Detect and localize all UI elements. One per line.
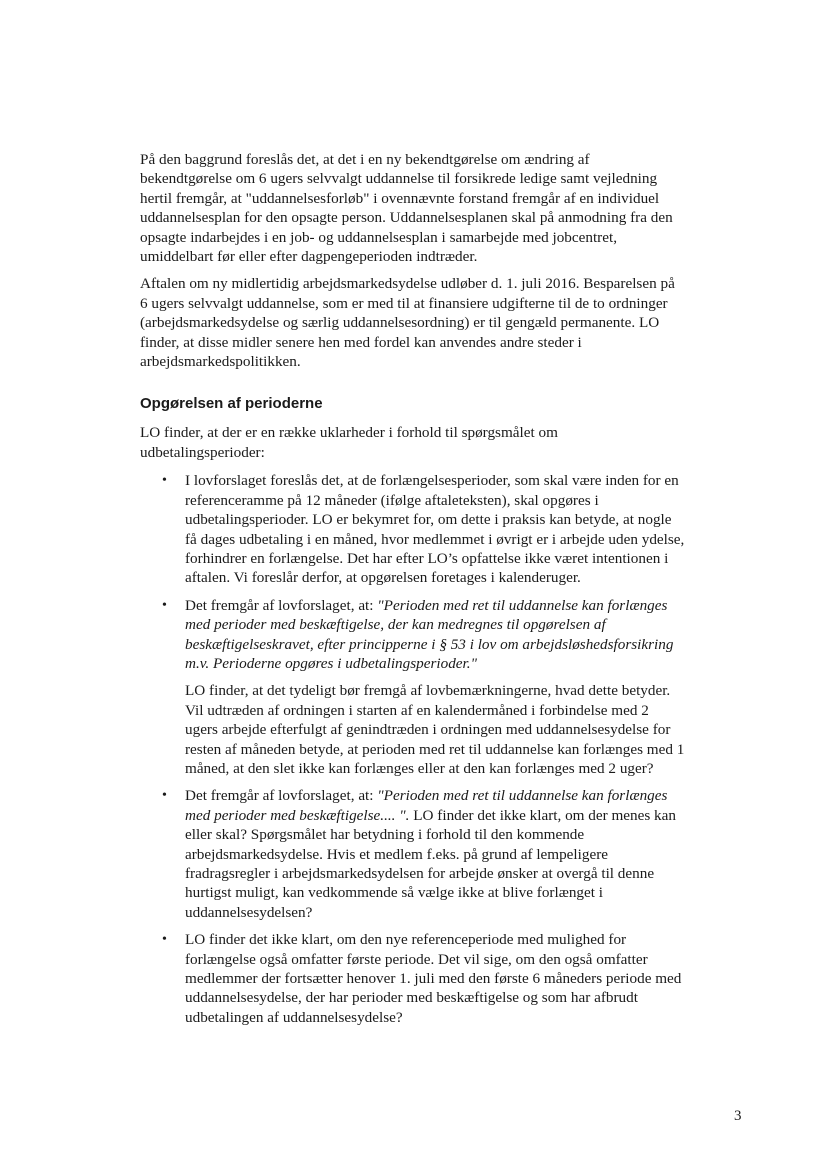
list-item bbox=[140, 596, 685, 779]
bullet-rest: LO finder det ikke klart, om der menes kan eller skal? Spørgsmålet har betydning i forhold til den kommende arbejdsmarkedsydelse. Hvis et medlem f.eks. på grund af lempeligere fradragsregler i arbejdsmarkedsydelsen for arbejde ønsker at overgå til denne hurtigst muligt, kan vedkommende så vælge ikke at blive forlænget i uddannelsesydelsen? bbox=[185, 806, 676, 921]
bullet-quote: "Perioden med ret til uddannelse kan forlænges med perioder med beskæftigelse, der kan medregnes til opgørelsen af beskæftigelseskravet, efter principperne i § 53 i lov om arbejdsløshedsforsikring m.v. Perioderne opgøres i udbetalingsperioder." bbox=[185, 596, 674, 672]
bullet-lead: Det fremgår af lovforslaget, at: bbox=[185, 596, 378, 614]
bullet-lead: Det fremgår af lovforslaget, at: bbox=[185, 787, 378, 805]
paragraph-labour-market-benefit: Aftalen om ny midlertidig arbejdsmarkedsydelse udløber d. 1. juli 2016. Besparelsen på 6 ugers selvvalgt uddannelse, som er med til at finansiere udgifterne til de to ordninger (arbejdsmarkedsydelse og særlig uddannelsesordning) er til gengæld permanente. LO finder, at disse midler senere hen med fordel kan anvendes andre steder i arbejdsmarkedspolitikken. bbox=[140, 275, 675, 371]
bullet-icon: • bbox=[162, 788, 167, 804]
bullet-icon: • bbox=[162, 473, 167, 489]
paragraph-education-plan: På den baggrund foreslås det, at det i en ny bekendtgørelse om ændring af bekendtgørelse om 6 ugers selvvalgt uddannelse til forsikrede ledige samt vejledning hertil fremgår, at "uddannelsesforløb" i ovennævnte forstand fremgår af en individuel uddannelsesplan for den opsagte person. Uddannelsesplanen skal på anmodning fra den opsagte indarbejdes i en job- og uddannelsesplan i samarbejde med jobcentret, umiddelbart før eller efter dagpengeperioden indtræder. bbox=[140, 151, 673, 266]
bullet-text: LO finder det ikke klart, om den nye referenceperiode med mulighed for forlængelse også omfatter første periode. Det vil sige, om den også omfatter medlemmer der fortsætter henover 1. juli med den første 6 måneders periode med uddannelsesydelse, der har perioder med beskæftigelse og som har afbrudt udbetalingen af uddannelsesydelse? bbox=[185, 931, 682, 1026]
bullet-list bbox=[140, 471, 685, 1027]
bullet-body bbox=[185, 596, 685, 674]
section-intro: LO finder, at der er en række uklarheder i forhold til spørgsmålet om udbetalingsperioder: bbox=[140, 424, 558, 461]
bullet-text: I lovforslaget foreslås det, at de forlængelsesperioder, som skal være inden for en referenceramme på 12 måneder (ifølge aftaleteksten), skal opgøres i udbetalingsperioder. LO er bekymret for, om dette i praksis kan betyde, at nogle få dages udbetaling i en måned, hvor medlemmet i øvrigt er i arbejde uden ydelse, forhindrer en forlængelse. Det har efter LO’s opfattelse ikke været intentionen i aftalen. Vi foreslår derfor, at opgørelsen foretages i kalenderuger. bbox=[185, 472, 685, 587]
bullet-icon: • bbox=[162, 932, 167, 948]
bullet-body bbox=[185, 786, 685, 922]
list-item bbox=[140, 471, 685, 587]
section-heading: Opgørelsen af perioderne bbox=[140, 395, 323, 413]
list-item bbox=[140, 786, 685, 922]
bullet-followup: LO finder, at det tydeligt bør fremgå af lovbemærkningerne, hvad dette betyder. Vil udtræden af ordningen i starten af en kalendermåned i forbindelse med 2 ugers arbejde efterfulgt af genindtræden i ordningen med uddannelsesydelse for resten af måneden betyde, at perioden med ret til uddannelse kan forlænges med 1 måned, at den slet ikke kan forlænges eller at den kan forlænges med 2 uger? bbox=[185, 682, 685, 777]
list-item bbox=[140, 930, 685, 1027]
bullet-quote: "Perioden med ret til uddannelse kan forlænges med perioder med beskæftigelse.... ". bbox=[185, 787, 668, 824]
page-number: 3 bbox=[734, 1108, 742, 1124]
bullet-icon: • bbox=[162, 597, 167, 613]
document-body bbox=[140, 150, 685, 1035]
